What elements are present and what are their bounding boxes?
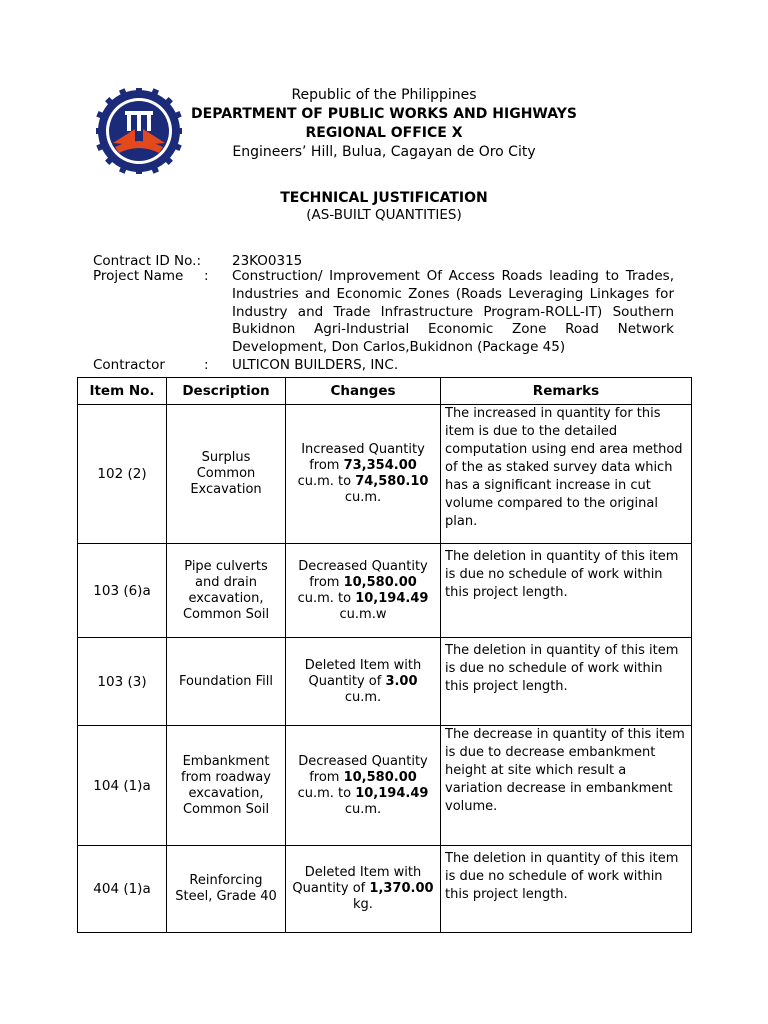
item-changes: Decreased Quantity from 10,580.00 cu.m. to 10,194.49 cu.m.w — [286, 544, 441, 638]
item-number: 103 (3) — [78, 638, 167, 726]
department-name: DEPARTMENT OF PUBLIC WORKS AND HIGHWAYS — [191, 106, 577, 122]
header-remarks: Remarks — [441, 378, 692, 405]
item-number: 103 (6)a — [78, 544, 167, 638]
project-name-value: Construction/ Improvement Of Access Roads leading to Trades, Industries and Economic Zones (Roads Leveraging Linkages for Industry and Trade Infrastructure Program-ROLL-IT) Southern Bukidnon Agri-Industrial Economic Zone Road Network Development, Don Carlos,Bukidnon (Package 45) — [232, 268, 674, 356]
contract-id-value: 23KO0315 — [232, 253, 303, 269]
item-description: Foundation Fill — [167, 638, 286, 726]
item-changes: Decreased Quantity from 10,580.00 cu.m. to 10,194.49 cu.m. — [286, 726, 441, 846]
item-changes: Deleted Item with Quantity of 1,370.00 kg. — [286, 846, 441, 933]
item-remarks: The deletion in quantity of this item is due no schedule of work within this project length. — [441, 638, 692, 726]
republic-line: Republic of the Philippines — [291, 87, 477, 103]
table-header-row — [78, 378, 692, 405]
item-remarks: The increased in quantity for this item is due to the detailed computation using end area method of the as staked survey data which has a significant increase in cut volume compared to the original plan. — [441, 405, 692, 544]
header-changes: Changes — [286, 378, 441, 405]
item-description: Pipe culverts and drain excavation, Common Soil — [167, 544, 286, 638]
contractor-value: ULTICON BUILDERS, INC. — [232, 357, 399, 373]
table-row — [78, 638, 692, 726]
item-description: Surplus Common Excavation — [167, 405, 286, 544]
contractor-colon: : — [204, 357, 209, 373]
document-title: TECHNICAL JUSTIFICATION — [280, 190, 488, 206]
item-number: 102 (2) — [78, 405, 167, 544]
table-row — [78, 405, 692, 544]
item-number: 404 (1)a — [78, 846, 167, 933]
dpwh-logo — [96, 88, 182, 174]
contractor-label: Contractor — [93, 357, 165, 373]
document-subtitle: (AS-BUILT QUANTITIES) — [306, 207, 462, 223]
table-row — [78, 726, 692, 846]
justification-table — [77, 377, 692, 933]
regional-office: REGIONAL OFFICE X — [305, 125, 463, 141]
table-row — [78, 846, 692, 933]
table-row — [78, 544, 692, 638]
header-item-no: Item No. — [78, 378, 167, 405]
item-remarks: The decrease in quantity of this item is due to decrease embankment height at site which result a variation decrease in embankment volume. — [441, 726, 692, 846]
item-number: 104 (1)a — [78, 726, 167, 846]
project-name-colon: : — [204, 268, 209, 284]
item-remarks: The deletion in quantity of this item is due no schedule of work within this project length. — [441, 544, 692, 638]
item-description: Embankment from roadway excavation, Common Soil — [167, 726, 286, 846]
project-name-label: Project Name — [93, 268, 184, 284]
item-remarks: The deletion in quantity of this item is due no schedule of work within this project length. — [441, 846, 692, 933]
contract-id-label: Contract ID No.: — [93, 253, 201, 269]
item-changes: Deleted Item with Quantity of 3.00 cu.m. — [286, 638, 441, 726]
item-description: Reinforcing Steel, Grade 40 — [167, 846, 286, 933]
item-changes: Increased Quantity from 73,354.00 cu.m. to 74,580.10 cu.m. — [286, 405, 441, 544]
office-address: Engineers’ Hill, Bulua, Cagayan de Oro City — [232, 144, 536, 160]
header-description: Description — [167, 378, 286, 405]
